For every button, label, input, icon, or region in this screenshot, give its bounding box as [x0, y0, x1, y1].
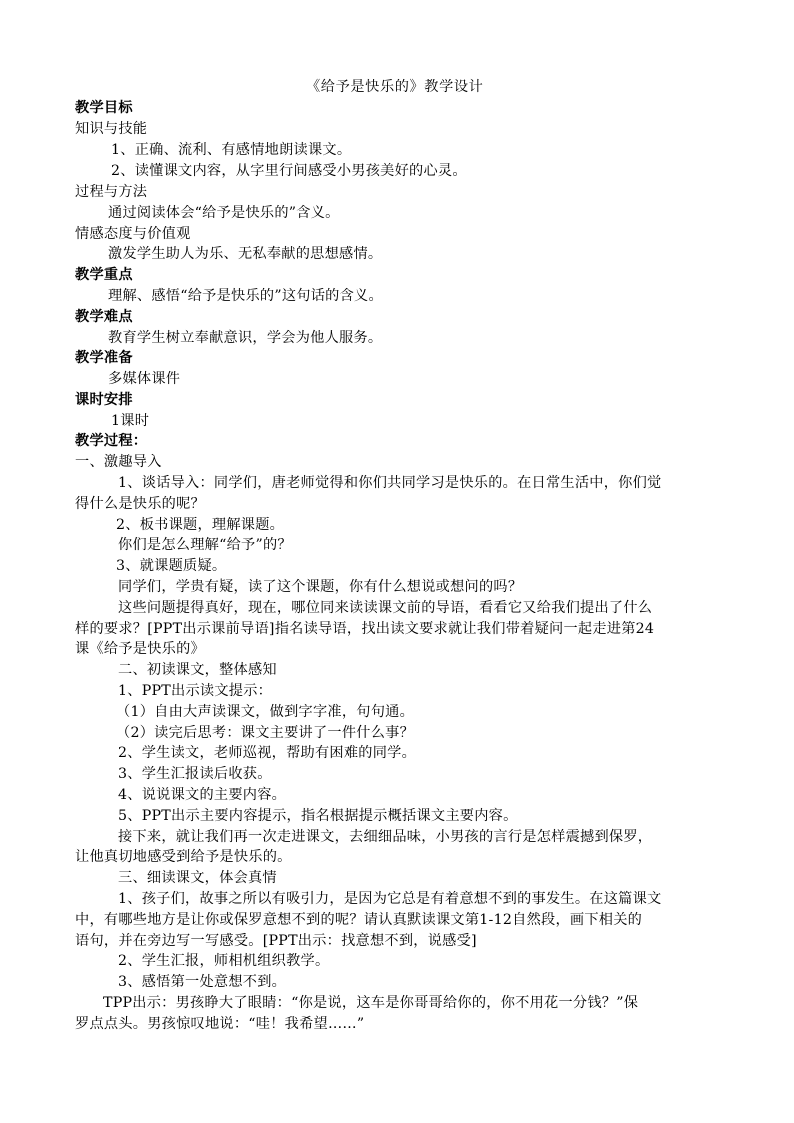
paragraph-line: 激发学生助人为乐、无私奉献的思想感情。 — [108, 246, 383, 262]
paragraph-line: 1、PPT出示读文提示： — [118, 683, 273, 699]
paragraph-line: 3、感悟第一处意想不到。 — [118, 974, 287, 990]
paragraph-line: （2）读完后思考：课文主要讲了一件什么事？ — [116, 725, 415, 741]
paragraph-line: 2、学生读文，老师巡视，帮助有困难的同学。 — [118, 745, 417, 761]
paragraph-line: 3、学生汇报读后收获。 — [118, 766, 272, 782]
paragraph-line: 1课时 — [111, 413, 150, 429]
heading-schedule: 课时安排 — [75, 392, 133, 408]
paragraph-line: 3、就课题质疑。 — [116, 558, 227, 574]
subheading: 过程与方法 — [75, 184, 148, 200]
paragraph-line: 样的要求？[PPT出示课前导语]指名读导语，找出读文要求就让我们带着疑问一起走进第24 — [75, 621, 655, 637]
heading-process: 教学过程： — [75, 433, 148, 449]
paragraph-line: 1、孩子们，故事之所以有吸引力，是因为它总是有着意想不到的事发生。在这篇课文 — [118, 891, 662, 907]
paragraph-line: 2、学生汇报，师相机组织教学。 — [118, 953, 330, 969]
subheading: 情感态度与价值观 — [75, 226, 191, 242]
subheading: 知识与技能 — [75, 121, 148, 137]
paragraph-line: 得什么是快乐的呢？ — [75, 496, 205, 512]
paragraph-line: 接下来，就让我们再一次走进课文，去细细品味，小男孩的言行是怎样震撼到保罗， — [118, 829, 653, 845]
heading-teaching-goals: 教学目标 — [75, 100, 133, 116]
paragraph-line: 通过阅读体会“给予是快乐的”含义。 — [108, 205, 340, 221]
paragraph-line: 2、板书课题，理解课题。 — [116, 517, 285, 533]
paragraph-line: TPP出示：男孩睁大了眼睛：“你是说，这车是你哥哥给你的，你不用花一分钱？”保 — [103, 995, 639, 1011]
paragraph-line: 多媒体课件 — [108, 371, 181, 387]
paragraph-line: （1）自由大声读课文，做到字字准，句句通。 — [116, 704, 415, 720]
paragraph-line: 让他真切地感受到给予是快乐的。 — [75, 849, 292, 865]
heading-preparation: 教学准备 — [75, 350, 133, 366]
paragraph-line: 4、说说课文的主要内容。 — [118, 787, 287, 803]
paragraph-line: 教育学生树立奉献意识，学会为他人服务。 — [108, 330, 383, 346]
paragraph-line: 2、读懂课文内容，从字里行间感受小男孩美好的心灵。 — [111, 163, 467, 179]
paragraph-line: 你们是怎么理解“给予”的？ — [118, 537, 292, 553]
section-heading: 二、初读课文，整体感知 — [118, 662, 277, 678]
heading-difficulties: 教学难点 — [75, 309, 133, 325]
section-heading: 三、细读课文，体会真情 — [118, 870, 277, 886]
paragraph-line: 语句，并在旁边写一写感受。[PPT出示：找意想不到，说感受] — [75, 933, 477, 949]
document-title: 《给予是快乐的》教学设计 — [306, 79, 484, 95]
heading-key-points: 教学重点 — [75, 267, 133, 283]
paragraph-line: 课《给予是快乐的》 — [75, 641, 205, 657]
paragraph-line: 同学们，学贵有疑，读了这个课题，你有什么想说或想问的吗？ — [118, 579, 523, 595]
paragraph-line: 5、PPT出示主要内容提示，指名根据提示概括课文主要内容。 — [118, 808, 518, 824]
paragraph-line: 罗点点头。男孩惊叹地说：“哇！我希望……” — [75, 1016, 365, 1032]
paragraph-line: 1、谈话导入：同学们，唐老师觉得和你们共同学习是快乐的。在日常生活中，你们觉 — [118, 475, 662, 491]
paragraph-line: 中，有哪些地方是让你或保罗意想不到的呢？请认真默读课文第1-12自然段，画下相关的 — [75, 912, 643, 928]
paragraph-line: 这些问题提得真好，现在，哪位同来读读课文前的导语，看看它又给我们提出了什么 — [118, 600, 653, 616]
section-heading: 一、激趣导入 — [75, 454, 162, 470]
paragraph-line: 理解、感悟“给予是快乐的”这句话的含义。 — [108, 288, 383, 304]
paragraph-line: 1、正确、流利、有感情地朗读课文。 — [111, 142, 352, 158]
